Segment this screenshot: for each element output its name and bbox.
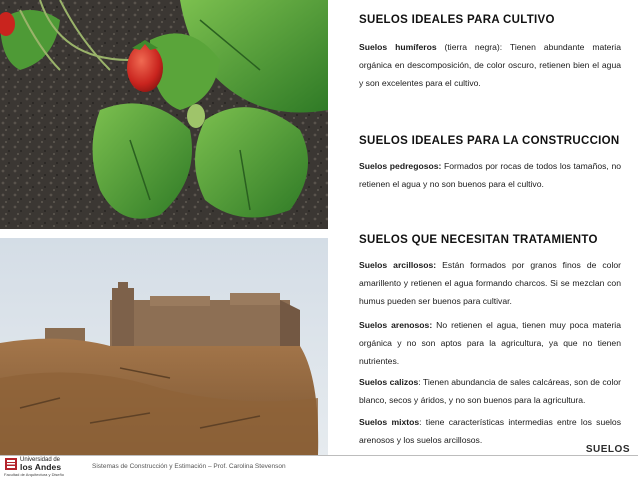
desc-suelos-arcillosos: Están formados por granos finos de color amarillento y retienen el agua formando charcos. Si se mezclan con humus pueden ser buenos para cultivar. (359, 260, 621, 306)
footer-brand: SUELOS (585, 444, 630, 455)
term-suelos-mixtos: Suelos mixtos (359, 417, 420, 427)
logo-faculty: Facultad de Arquitectura y Diseño (4, 472, 65, 477)
desc-suelos-calizos: : Tienen abundancia de sales calcáreas, son de color blanco, secos y áridos, y no son buenos para la agricultura. (359, 377, 621, 405)
strawberry-plant-image (0, 0, 328, 229)
desc-suelos-pedregosos: Formados por rocas de todos los tamaños, no retienen el agua y no son buenos para el cultivo. (359, 161, 622, 189)
desc-suelos-mixtos: : tiene características intermedias entre los suelos arenosos y los suelos arcillosos. (359, 417, 622, 445)
term-suelos-arcillosos: Suelos arcillosos: (359, 260, 437, 270)
strawberry-plant-photo (0, 0, 328, 229)
desc-suelos-humiferos: (tierra negra): Tienen abundante materia orgánica en descomposición, de color oscuro, retienen bien el agua y son excelentes para el cultivo. (359, 42, 621, 88)
paragraph-suelos-arenosos (359, 316, 621, 370)
paragraph-suelos-calizos (359, 373, 621, 409)
paragraph-suelos-arcillosos (359, 256, 621, 310)
term-suelos-arenosos: Suelos arenosos: (359, 320, 433, 330)
paragraph-suelos-mixtos (359, 413, 621, 449)
term-suelos-calizos: Suelos calizos (359, 377, 419, 387)
footer-credit: Sistemas de Construcción y Estimación – Prof. Carolina Stevenson (92, 463, 286, 470)
logo-text (20, 457, 61, 472)
section-title-tratamiento: SUELOS QUE NECESITAN TRATAMIENTO (359, 234, 598, 246)
logo-line-2: los Andes (20, 461, 62, 472)
section-title-cultivo: SUELOS IDEALES PARA CULTIVO (359, 14, 555, 26)
section-title-construccion: SUELOS IDEALES PARA LA CONSTRUCCION (359, 135, 620, 147)
footer-divider (0, 455, 638, 456)
university-logo (4, 457, 88, 478)
fortress-hill-image (0, 238, 328, 455)
term-suelos-pedregosos: Suelos pedregosos: (359, 161, 442, 171)
fortress-hill-photo (0, 238, 328, 455)
term-suelos-humiferos: Suelos humíferos (359, 42, 437, 52)
paragraph-suelos-pedregosos (359, 157, 621, 193)
logo-line-1: Universidad de (20, 457, 61, 463)
paragraph-suelos-humiferos (359, 38, 621, 92)
university-crest-icon (4, 457, 18, 471)
desc-suelos-arenosos: No retienen el agua, tienen muy poca materia orgánica y no son aptos para la agricultura, ya que no tienen nutrientes. (359, 320, 621, 366)
